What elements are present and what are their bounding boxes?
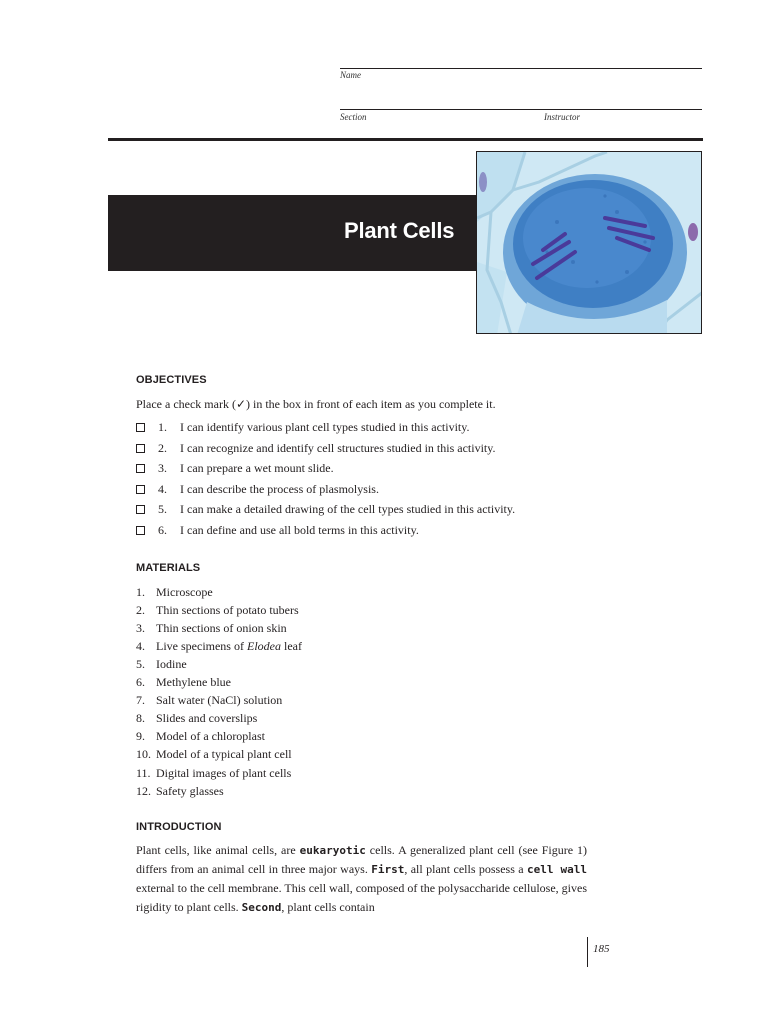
objective-number: 5.: [158, 502, 167, 516]
material-text: Digital images of plant cells: [156, 766, 292, 780]
material-text: Microscope: [156, 585, 213, 599]
intro-text: Plant cells, like animal cells, are: [136, 843, 300, 857]
objective-number: 6.: [158, 523, 167, 537]
objective-text: I can identify various plant cell types studied in this activity.: [180, 420, 470, 434]
objective-item: [136, 521, 419, 539]
material-number: 6.: [136, 675, 145, 689]
bold-term-eukaryotic: eukaryotic: [299, 844, 366, 857]
intro-text: cells. A generalized plant cell (see Figure 1) differs from an animal cell in three major ways.: [136, 843, 587, 876]
material-number: 3.: [136, 621, 145, 635]
intro-text: , all plant cells possess a: [404, 862, 527, 876]
material-number: 1.: [136, 585, 145, 599]
material-species-italic: Elodea: [246, 639, 281, 653]
material-text: Salt water (NaCl) solution: [156, 693, 283, 707]
objective-text: I can make a detailed drawing of the cell types studied in this activity.: [180, 502, 516, 516]
objective-checkbox[interactable]: [136, 423, 145, 432]
objective-number: 2.: [158, 441, 167, 455]
objective-checkbox[interactable]: [136, 444, 145, 453]
objective-number: 4.: [158, 482, 167, 496]
bold-term-cell-wall: cell wall: [527, 863, 587, 876]
material-number: 12.: [136, 784, 151, 798]
objective-checkbox[interactable]: [136, 526, 145, 535]
objective-item: [136, 500, 516, 518]
objective-checkbox[interactable]: [136, 505, 145, 514]
name-line: [340, 68, 702, 69]
objective-text: I can define and use all bold terms in this activity.: [180, 523, 419, 537]
material-text: Thin sections of onion skin: [156, 621, 287, 635]
material-text-before: Live specimens of: [156, 639, 247, 653]
material-number: 4.: [136, 639, 145, 653]
material-number: 5.: [136, 657, 145, 671]
objective-checkbox[interactable]: [136, 464, 145, 473]
intro-text: , plant cells contain: [281, 900, 375, 914]
material-number: 11.: [136, 766, 151, 780]
page-title: Plant Cells: [344, 218, 455, 243]
page-number: 185: [593, 943, 610, 955]
objectives-heading: OBJECTIVES: [136, 374, 207, 386]
section-line: [340, 109, 702, 110]
materials-heading: MATERIALS: [136, 562, 201, 574]
material-text: Model of a typical plant cell: [156, 747, 292, 761]
material-number: 7.: [136, 693, 145, 707]
objective-text: I can prepare a wet mount slide.: [180, 461, 334, 475]
bold-term-second: Second: [241, 901, 282, 914]
bold-term-first: First: [371, 863, 405, 876]
name-label: Name: [340, 70, 361, 80]
material-text: Slides and coverslips: [156, 711, 258, 725]
material-number: 10.: [136, 747, 151, 761]
objective-item: [136, 459, 334, 477]
objective-number: 3.: [158, 461, 167, 475]
material-text-after: leaf: [280, 639, 302, 653]
material-text: Safety glasses: [156, 784, 224, 798]
material-number: 9.: [136, 729, 145, 743]
intro-text: external to the cell membrane. This cell wall, composed of the polysaccharide cellulose, gives rigidity to plant cells.: [136, 881, 587, 914]
objective-number: 1.: [158, 420, 167, 434]
introduction-heading: INTRODUCTION: [136, 821, 222, 833]
material-text: Methylene blue: [156, 675, 231, 689]
objective-text: I can describe the process of plasmolysis.: [180, 482, 379, 496]
objective-item: [136, 418, 470, 436]
material-number: 2.: [136, 603, 145, 617]
material-text: Iodine: [156, 657, 187, 671]
material-text: [156, 637, 302, 655]
introduction-paragraph: [136, 841, 587, 917]
objective-text: I can recognize and identify cell structures studied in this activity.: [180, 441, 496, 455]
material-number: 8.: [136, 711, 145, 725]
material-text: Thin sections of potato tubers: [156, 603, 299, 617]
page-number-rule: [587, 937, 588, 967]
objectives-instruction: Place a check mark (✓) in the box in front of each item as you complete it.: [136, 397, 496, 411]
objective-item: [136, 439, 496, 457]
header-rule: [108, 138, 703, 141]
cell-micrograph: [476, 151, 702, 334]
section-label: Section: [340, 112, 367, 122]
instructor-label: Instructor: [544, 112, 580, 122]
objective-checkbox[interactable]: [136, 485, 145, 494]
objective-item: [136, 480, 379, 498]
material-text: Model of a chloroplast: [156, 729, 265, 743]
